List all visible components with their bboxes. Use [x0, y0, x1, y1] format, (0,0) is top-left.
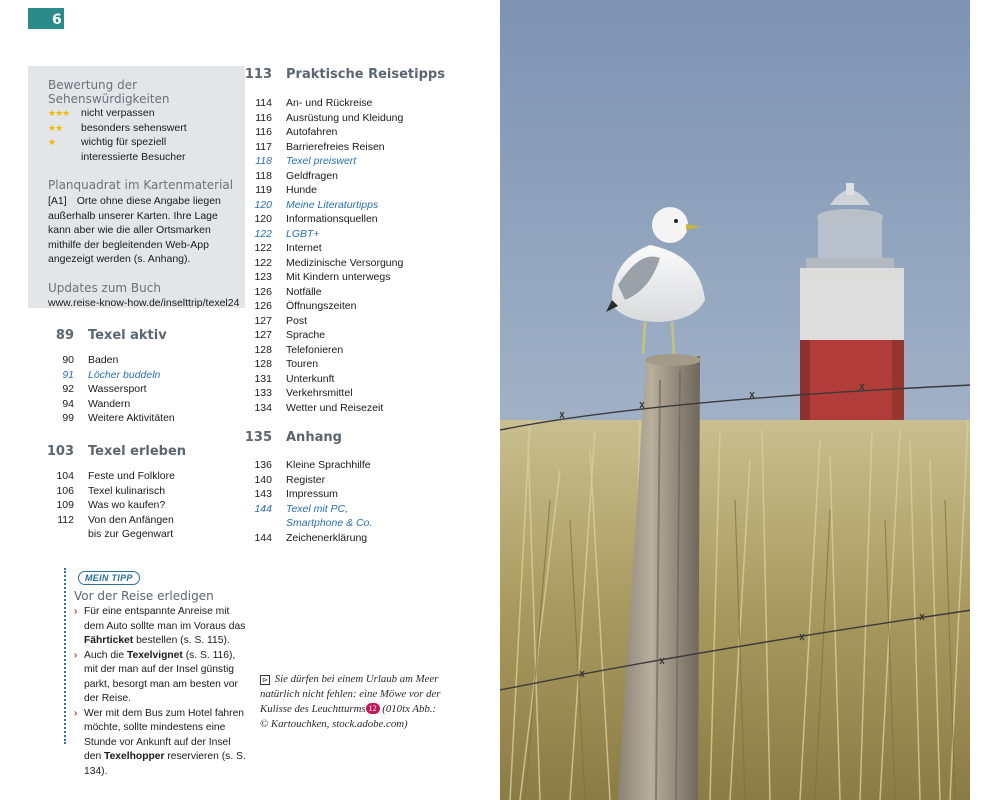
entry-page: 116	[255, 126, 272, 138]
entry-page: 116	[255, 111, 272, 124]
dune-grass-icon	[500, 420, 972, 800]
entry-label: Medizinische Versorgung	[286, 256, 404, 269]
toc-section-heading[interactable]	[32, 444, 247, 459]
legend-box	[28, 66, 245, 308]
entry-label: Smartphone & Co.	[286, 517, 373, 529]
section-title: Texel aktiv	[88, 328, 167, 343]
toc-entry-highlight[interactable]	[230, 154, 490, 169]
toc-entry[interactable]	[230, 386, 490, 401]
entry-page: 136	[254, 459, 272, 471]
rating-heading: Bewertung der	[48, 78, 138, 92]
entry-label: Unterkunft	[286, 372, 335, 385]
star-icon: ★★	[48, 122, 63, 133]
entry-label: bis zur Gegenwart	[88, 528, 174, 540]
entry-page: 144	[254, 502, 272, 515]
toc-entry[interactable]	[230, 169, 490, 184]
entry-page: 118	[255, 155, 272, 167]
rating-row	[48, 135, 245, 150]
toc-entry[interactable]	[230, 241, 490, 256]
entry-label: Öffnungszeiten	[286, 300, 357, 312]
entry-page: 117	[255, 140, 272, 153]
entry-label: Wandern	[88, 397, 131, 410]
toc-entry[interactable]	[32, 498, 247, 513]
rating-row	[48, 121, 245, 136]
entry-page: 131	[254, 372, 272, 385]
tip-text: reservieren (s. S. 134).	[84, 751, 246, 777]
entry-label: Von den Anfängen	[88, 513, 174, 526]
tip-text: Für eine entspannte Anreise mit dem Auto sollte man im Voraus das	[84, 606, 246, 632]
rating-heading-line2: Sehenswürdigkeiten	[48, 92, 170, 106]
toc-entry[interactable]	[230, 183, 490, 198]
photo-pointer-icon: ⊳	[260, 675, 270, 685]
toc-section-heading[interactable]	[230, 67, 490, 82]
toc-entry[interactable]	[230, 372, 490, 387]
entry-page: 109	[56, 499, 74, 511]
entry-page: 99	[62, 412, 74, 424]
tip-text: bestellen (s. S. 115).	[133, 635, 230, 646]
tip-item	[74, 649, 249, 707]
entry-page: 143	[254, 488, 272, 500]
toc-entry[interactable]	[230, 473, 490, 488]
toc-section-texel-erleben	[32, 444, 247, 542]
entry-label: Internet	[286, 242, 322, 254]
entry-page: 92	[62, 383, 74, 395]
page-title: Inhalt	[65, 13, 110, 29]
entry-label: Geldfragen	[286, 169, 338, 182]
section-page-number: 89	[55, 328, 74, 343]
grid-code: [A1]	[48, 195, 67, 207]
entry-page: 128	[254, 343, 272, 356]
toc-entry[interactable]	[230, 96, 490, 111]
toc-entry-highlight[interactable]	[230, 502, 490, 517]
entry-page: 119	[255, 184, 272, 196]
entry-page: 91	[62, 368, 74, 381]
toc-entry[interactable]	[32, 353, 247, 368]
entry-label: Notfälle	[286, 285, 322, 298]
toc-entry[interactable]	[230, 299, 490, 314]
star-icon	[48, 150, 81, 165]
section-page-number: 135	[244, 430, 272, 445]
entry-page: 94	[62, 397, 74, 410]
seagull-lighthouse-photo	[500, 0, 972, 800]
tip-keyword: Texelhopper	[104, 751, 165, 762]
toc-section-praktische-reisetipps	[230, 67, 490, 415]
entry-label: Sprache	[286, 329, 326, 341]
toc-entry[interactable]	[32, 382, 247, 397]
toc-entry[interactable]	[32, 469, 247, 484]
tip-heading: Vor der Reise erledigen	[74, 589, 214, 603]
section-title: Texel erleben	[88, 444, 187, 459]
entry-page: 133	[254, 387, 272, 399]
entry-label: Was wo kaufen?	[88, 499, 166, 511]
toc-section-texel-aktiv	[32, 328, 247, 426]
entry-label: Weitere Aktivitäten	[88, 412, 175, 424]
toc-entry[interactable]	[230, 140, 490, 155]
toc-section-heading[interactable]	[230, 430, 490, 445]
toc-entry[interactable]	[230, 314, 490, 329]
entry-label: Texel kulinarisch	[88, 484, 166, 497]
toc-entry[interactable]	[32, 484, 247, 499]
toc-entry[interactable]	[32, 397, 247, 412]
section-page-number: 103	[46, 444, 74, 459]
toc-entry[interactable]	[230, 270, 490, 285]
entry-label: Kleine Sprachhilfe	[286, 459, 371, 471]
section-page-number: 113	[244, 67, 272, 82]
toc-entry[interactable]	[230, 125, 490, 140]
entry-label: Telefonieren	[286, 343, 344, 356]
entry-label: Ausrüstung und Kleidung	[286, 111, 404, 124]
toc-entry[interactable]	[230, 401, 490, 416]
toc-entry-highlight[interactable]	[230, 227, 490, 242]
rating-row	[48, 150, 245, 165]
updates-heading: Updates zum Buch	[48, 280, 161, 295]
entry-page: 120	[254, 213, 272, 225]
entry-page: 122	[254, 227, 272, 240]
tip-keyword: Texelvignet	[126, 649, 183, 661]
toc-entry-continuation[interactable]	[32, 527, 247, 542]
star-icon: ★	[48, 137, 56, 147]
entry-label: Impressum	[286, 488, 338, 500]
section-title: Praktische Reisetipps	[286, 67, 445, 82]
toc-section-anhang	[230, 430, 490, 545]
grid-text: Orte ohne diese Angabe liegen außerhalb unserer Karten. Ihre Lage kann aber wie die aller Ortsmarken mithilfe der begleitenden Web-App angezeigt werden (s. Anhang).	[48, 195, 221, 265]
tip-text: Auch die	[84, 649, 127, 661]
toc-entry[interactable]	[230, 357, 490, 372]
toc-section-heading[interactable]	[32, 328, 247, 343]
rating-label: nicht verpassen	[81, 107, 155, 119]
section-title: Anhang	[286, 430, 342, 445]
toc-entry[interactable]	[230, 212, 490, 227]
toc-entry[interactable]	[32, 513, 247, 528]
entry-page: 134	[254, 401, 272, 414]
entry-label: Löcher buddeln	[88, 368, 161, 381]
entry-label: Baden	[88, 354, 119, 366]
photo-caption	[260, 672, 445, 732]
toc-entry[interactable]	[230, 487, 490, 502]
entry-label: LGBT+	[286, 227, 320, 240]
toc-entry[interactable]	[230, 256, 490, 271]
toc-entry[interactable]	[230, 458, 490, 473]
bullet-arrow-icon: ›	[74, 606, 78, 617]
rating-label: interessierte Besucher	[81, 150, 186, 163]
rating-row	[48, 106, 245, 121]
entry-page: 128	[254, 358, 272, 370]
entry-label: Touren	[286, 358, 319, 370]
entry-label: Informationsquellen	[286, 213, 378, 225]
entry-label: Mit Kindern unterwegs	[286, 271, 391, 283]
entry-label: Zeichenerklärung	[286, 531, 368, 544]
entry-label: Barrierefreies Reisen	[286, 140, 385, 153]
toc-entry[interactable]	[230, 328, 490, 343]
entry-label: Verkehrsmittel	[286, 387, 353, 399]
entry-page: 126	[254, 300, 272, 312]
entry-page: 123	[254, 271, 272, 283]
entry-label: Meine Literaturtipps	[286, 198, 379, 211]
entry-page: 140	[254, 473, 272, 486]
entry-page: 90	[62, 354, 74, 366]
entry-page: 126	[254, 285, 272, 298]
toc-entry[interactable]	[32, 411, 247, 426]
tip-text: Wer mit dem Bus zum Hotel fahren möchte, sollte mindestens eine Stunde vor Ankunft auf der Insel den	[84, 707, 245, 762]
tip-box	[64, 568, 249, 777]
entry-page: 106	[56, 484, 74, 497]
grid-heading: Planquadrat im Kartenmaterial	[48, 178, 234, 192]
toc-entry-highlight[interactable]	[32, 368, 247, 383]
caption-credit: (010tx Abb.: © Kartouchken, stock.adobe.com)	[260, 703, 437, 730]
updates-link[interactable]: www.reise-know-how.de/inselttrip/texel24	[48, 296, 240, 309]
entry-page: 122	[254, 242, 272, 254]
entry-page: 122	[254, 256, 272, 269]
entry-label: Texel preiswert	[286, 155, 357, 167]
rating-list	[48, 106, 245, 164]
entry-label: Autofahren	[286, 126, 338, 138]
caption-text: Sie dürfen bei einem Urlaub am Meer natürlich nicht fehlen: eine Möwe vor der Kulisse des Leuchtturms	[260, 673, 441, 715]
toc-entry[interactable]	[230, 111, 490, 126]
entry-page: 127	[254, 329, 272, 341]
entry-page: 127	[254, 314, 272, 327]
tip-keyword: Fährticket	[84, 635, 134, 646]
entry-label: Hunde	[286, 184, 317, 196]
entry-page: 118	[255, 169, 272, 182]
entry-label: Texel mit PC,	[286, 502, 349, 515]
entry-label: Post	[286, 314, 308, 327]
bullet-arrow-icon: ›	[74, 649, 78, 661]
rating-label: besonders sehenswert	[81, 121, 187, 134]
grid-description	[48, 194, 240, 267]
entry-page: 114	[255, 97, 272, 109]
entry-page: 104	[56, 470, 74, 482]
tip-item	[74, 605, 249, 649]
entry-label: Wetter und Reisezeit	[286, 401, 384, 414]
toc-entry[interactable]	[230, 531, 490, 546]
entry-page: 112	[57, 513, 74, 526]
entry-page: 120	[254, 198, 272, 211]
entry-label: An- und Rückreise	[286, 97, 373, 109]
page-number: 6	[52, 12, 62, 28]
toc-entry-highlight[interactable]	[230, 198, 490, 213]
map-marker-badge: 12	[366, 703, 380, 714]
mein-tipp-badge: MEIN TIPP	[78, 571, 140, 585]
entry-label: Register	[286, 473, 326, 486]
bullet-arrow-icon: ›	[74, 707, 78, 719]
toc-entry-highlight[interactable]	[230, 516, 490, 531]
entry-page: 144	[254, 531, 272, 544]
entry-label: Feste und Folklore	[88, 470, 175, 482]
tip-text: (s. S. 116), mit der man auf der Insel günstig parkt, besorgt man am besten vor der Reise.	[84, 649, 238, 704]
rating-label: wichtig für speziell	[81, 136, 167, 148]
star-icon: ★★★	[48, 108, 70, 118]
toc-entry[interactable]	[230, 343, 490, 358]
toc-entry[interactable]	[230, 285, 490, 300]
tip-item	[74, 707, 249, 780]
entry-label: Wassersport	[88, 383, 147, 395]
